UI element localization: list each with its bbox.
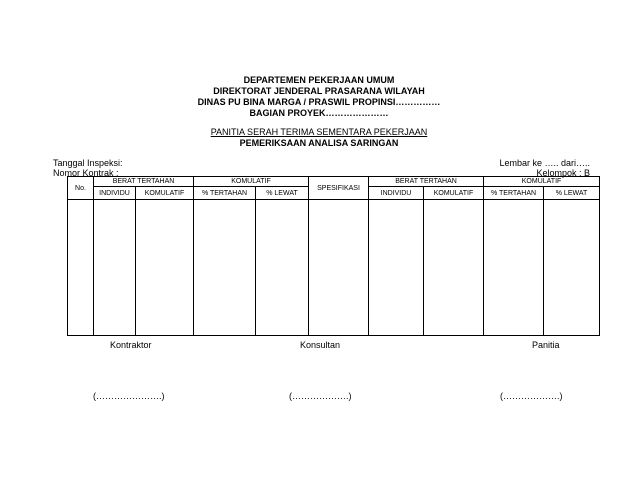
col-pct-lewat-1: % LEWAT (256, 187, 309, 200)
office-title: DINAS PU BINA MARGA / PRASWIL PROPINSI…………… (197, 97, 441, 107)
group-label: Kelompok : B (536, 168, 590, 178)
table-cell (309, 200, 369, 336)
col-spesifikasi: SPESIFIKASI (309, 177, 369, 200)
col-pct-tertahan-1: % TERTAHAN (194, 187, 256, 200)
signature-label-panitia: Panitia (532, 340, 560, 350)
table-cell (256, 200, 309, 336)
table-row (68, 200, 600, 336)
committee-title: PANITIA SERAH TERIMA SEMENTARA PEKERJAAN (210, 127, 428, 137)
table-cell (369, 200, 424, 336)
inspection-date-label: Tanggal Inspeksi: (53, 158, 123, 168)
col-komulatif-1: KOMULATIF (136, 187, 194, 200)
col-pct-lewat-2: % LEWAT (544, 187, 600, 200)
table-cell (68, 200, 94, 336)
col-individu-2: INDIVIDU (369, 187, 424, 200)
col-group-berat-tertahan-1: BERAT TERTAHAN (94, 177, 194, 187)
signature-blank-panitia: (……………….) (500, 391, 563, 401)
col-pct-tertahan-2: % TERTAHAN (484, 187, 544, 200)
table-header-row (68, 177, 600, 187)
project-section-title: BAGIAN PROYEK………………… (249, 108, 389, 118)
signature-blank-konsultan: (……………….) (289, 391, 352, 401)
col-komulatif-2: KOMULATIF (424, 187, 484, 200)
contract-number-label: Nomor Kontrak : (53, 168, 119, 178)
sheet-number-label: Lembar ke ….. dari….. (499, 158, 590, 168)
table-cell (94, 200, 136, 336)
col-group-berat-tertahan-2: BERAT TERTAHAN (369, 177, 484, 187)
signature-label-kontraktor: Kontraktor (110, 340, 152, 350)
signature-label-konsultan: Konsultan (300, 340, 341, 350)
table-cell (194, 200, 256, 336)
col-individu-1: INDIVIDU (94, 187, 136, 200)
ministry-title: DEPARTEMEN PEKERJAAN UMUM (243, 75, 395, 85)
table-cell (136, 200, 194, 336)
col-group-komulatif-1: KOMULATIF (194, 177, 309, 187)
table-cell (544, 200, 600, 336)
col-group-komulatif-2: KOMULATIF (484, 177, 600, 187)
signature-blank-kontraktor: (………………….) (93, 391, 165, 401)
directorate-title: DIREKTORAT JENDERAL PRASARANA WILAYAH (213, 86, 425, 96)
col-no: No. (68, 177, 94, 200)
table-cell (424, 200, 484, 336)
sieve-analysis-table (67, 176, 600, 336)
form-title: PEMERIKSAAN ANALISA SARINGAN (239, 138, 399, 148)
table-cell (484, 200, 544, 336)
